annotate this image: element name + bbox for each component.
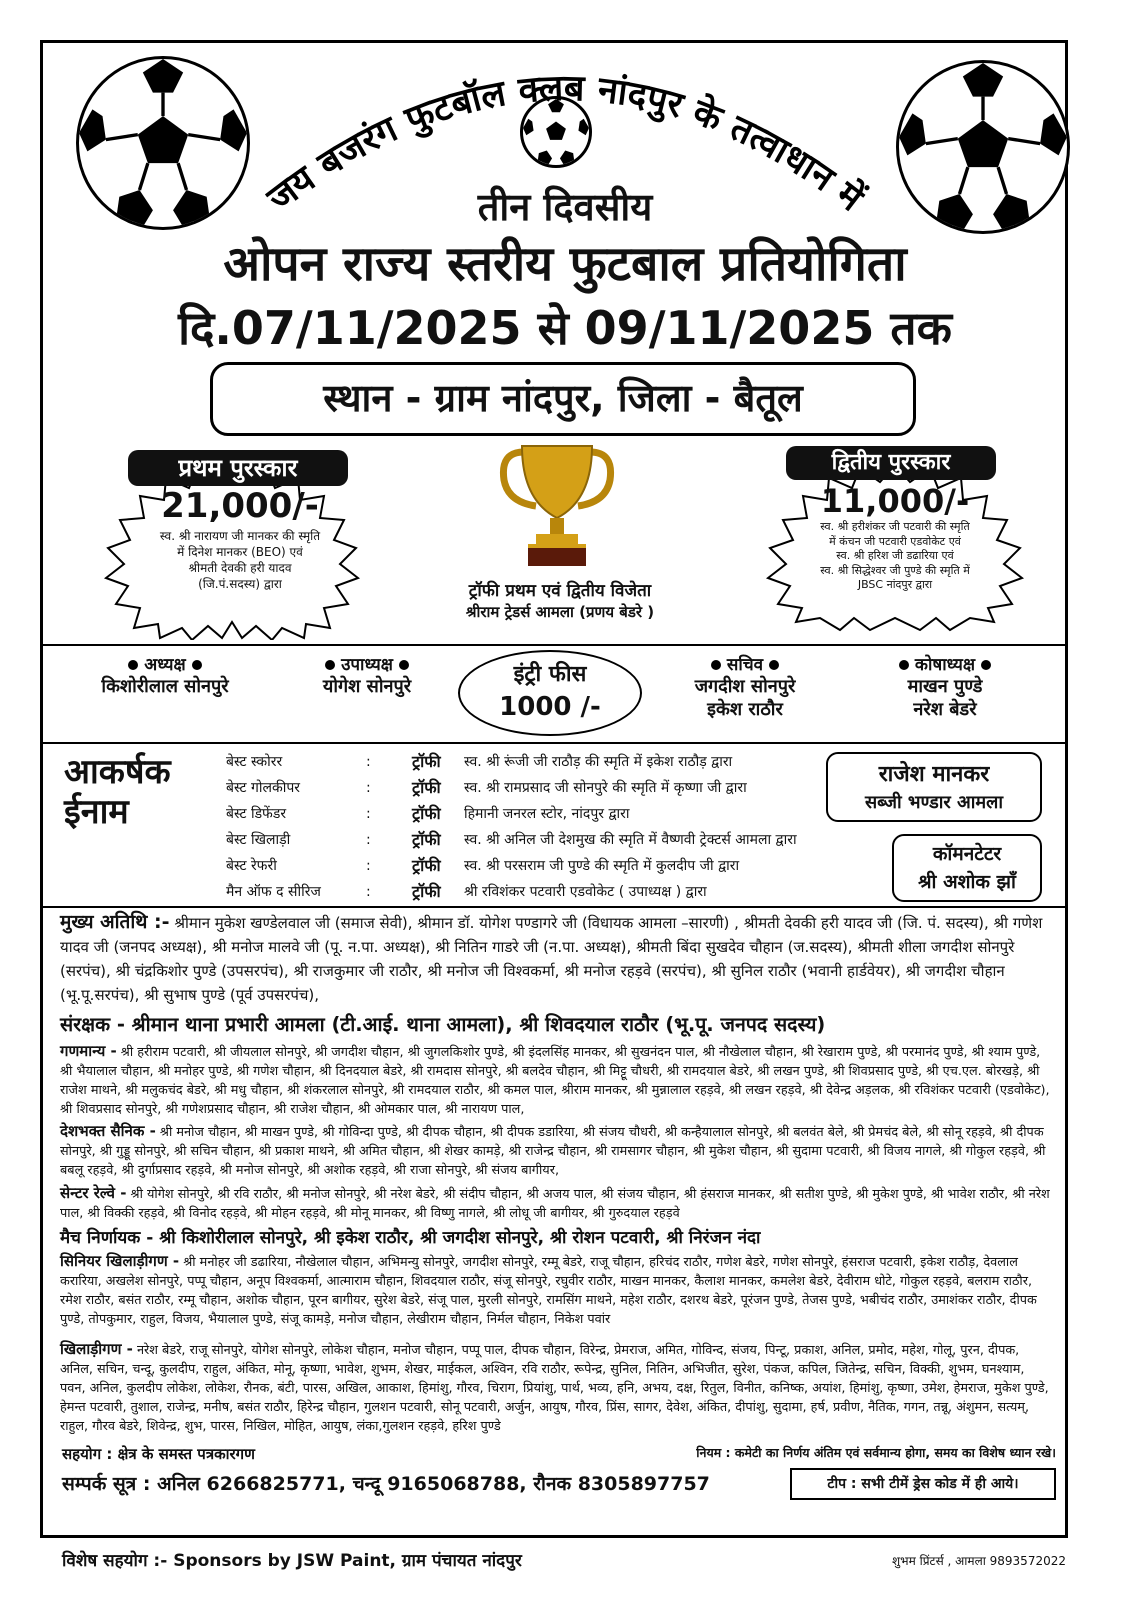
second-prize-note-line: JBSC नांदपुर द्वारा [857, 578, 933, 591]
official-treasurer [840, 652, 1050, 721]
central-railway [60, 1184, 1050, 1223]
award-colon: : [366, 832, 371, 848]
senior-players [60, 1252, 1050, 1329]
divider [43, 644, 1065, 646]
dignitaries-label: गणमान्य - [60, 1042, 117, 1060]
award-category: बेस्ट स्कोरर [226, 754, 283, 770]
first-prize-label: प्रथम पुरस्कार [128, 450, 348, 486]
award-colon: : [366, 754, 371, 770]
official-role: सचिव [726, 655, 764, 675]
venue-box [210, 362, 916, 436]
award-prize: ट्रॉफी [412, 752, 441, 771]
award-colon: : [366, 884, 371, 900]
divider [43, 742, 1065, 744]
second-prize-note-line: स्व. श्री सिद्धेश्वर जी पुण्डे की स्मृति में [820, 563, 970, 577]
official-role: कोषाध्यक्ष [914, 655, 976, 675]
official-role: उपाध्यक्ष [341, 655, 393, 675]
players [60, 1340, 1050, 1436]
award-category: बेस्ट डिफेंडर [226, 806, 287, 822]
award-prize: ट्रॉफी [412, 830, 441, 849]
event-dates: दि.07/11/2025 से 09/11/2025 तक [178, 301, 952, 355]
award-colon: : [366, 806, 371, 822]
trophy-caption: ट्रॉफी प्रथम एवं द्वितीय विजेता [468, 581, 652, 601]
award-colon: : [366, 858, 371, 874]
soldiers-label: देशभक्त सैनिक - [60, 1122, 156, 1140]
dignitaries-text: श्री हरीराम पटवारी, श्री जीयलाल सोनपुरे, श्री जगदीश चौहान, श्री जुगलकिशोर पुण्डे, श्री इंदलसिंह मानकर, श्री सुखनंदन पाल, श्री नौखेलाल चौहान, श्री रेखाराम पुण्डे, श्री परमानंद पुण्डे, श्री श्याम पुण्डे, श्री भैयालाल चौहान, श्री मनोहर पुण्डे, श्री गणेश चौहान, श्री दिनदयाल बेडरे, श्री रामदास सोनपुरे, श्री बलदेव चौहान, श्री मिट्टू चौधरी, श्री रामदयाल बेडरे, श्री लखन पुण्डे, श्री शिवप्रसाद पुण्डे, श्री एच.एल. बोरखड़े, श्री राजेश माथने, श्री मलुकचंद बेडरे, श्री मधु चौहान, श्री शंकरलाल सोनपुरे, श्री रामदयाल राठौर, श्री कमल पाल, श्रीराम मानकर, श्री मुन्नालाल रहड़वे, श्री लखन रहड़वे, श्री देवेन्द्र अड़लक, श्री रविशंकर पटवारी (एडवोकेट), श्री शिवप्रसाद सोनपुरे, श्री गणेशप्रसाद चौहान, श्री राजेश चौहान, श्री ओमकार पाल, श्री नारायण पाल, [60, 1045, 1050, 1117]
chief-guests-label: मुख्य अतिथि :- [60, 911, 170, 933]
award-by: स्व. श्री अनिल जी देशमुख की स्मृति में वैष्णवी ट्रेक्टर्स आमला द्वारा [464, 832, 797, 848]
award-by: स्व. श्री रामप्रसाद जी सोनपुरे की स्मृति में कृष्णा जी द्वारा [464, 780, 747, 796]
official-secretary [640, 652, 850, 721]
sponsor-box-line: सब्जी भण्डार आमला [864, 792, 1004, 813]
entry-fee-box [458, 650, 642, 736]
entry-fee-amount: 1000 /- [499, 692, 601, 722]
award-prize: ट्रॉफी [412, 778, 441, 797]
divider [43, 906, 1065, 908]
commentator-box-line: कॉमनटेटर [932, 843, 1002, 865]
official-president [60, 652, 270, 698]
second-prize-note-line: स्व. श्री हरीशंकर जी पटवारी की स्मृति [820, 520, 970, 533]
official-name: किशोरीलाल सोनपुरे [101, 676, 229, 697]
page-title: ओपन राज्य स्तरीय फुटबाल प्रतियोगिता [223, 236, 907, 292]
trophy-sponsor: श्रीराम ट्रेडर्स आमला (प्रणय बेडरे ) [465, 603, 655, 621]
award-prize: ट्रॉफी [412, 856, 441, 875]
central-railway-text: श्री योगेश सोनपुरे, श्री रवि राठौर, श्री मनोज सोनपुरे, श्री नरेश बेडरे, श्री संदीप चौहान, श्री अजय पाल, श्री संजय चौहान, श्री हंसराज मानकर, श्री सतीश पुण्डे, श्री मुकेश पुण्डे, श्री भावेश राठौर, श्री नरेश पाल, श्री विक्की रहड़वे, श्री विनोद रहड़वे, श्री मोहन रहड़वे, श्री मोनू मानकर, श्री विष्णु नागले, श्री लोधू जी बागीयर, श्री गुरुदयाल रहड़वे [60, 1187, 1050, 1221]
venue-text: स्थान - ग्राम नांदपुर, जिला - बैतूल [323, 376, 803, 420]
official-name: योगेश सोनपुरे [322, 676, 412, 697]
patron: संरक्षक - श्रीमान थाना प्रभारी आमला (टी.आई. थाना आमला), श्री शिवदयाल राठौर (भू.पू. जनपद सदस्य) [60, 1013, 826, 1036]
match-referees: मैच निर्णायक - श्री किशोरीलाल सोनपुरे, श्री इकेश राठौर, श्री जगदीश सोनपुरे, श्री रोशन पटवारी, श्री निरंजन नंदा [60, 1228, 761, 1248]
sponsor-box [826, 752, 1042, 822]
tip-box: टीप : सभी टीमें ड्रेस कोड में ही आये। [790, 1468, 1056, 1500]
contact-info: सम्पर्क सूत्र : अनिल 6266825771, चन्दू 9165068788, रौनक 8305897757 [62, 1473, 710, 1495]
award-prize: ट्रॉफी [412, 804, 441, 823]
official-name: माखन पुण्डे [907, 676, 983, 697]
second-prize-label: द्वितीय पुरस्कार [786, 446, 996, 480]
sponsor-box-line: राजेश मानकर [878, 762, 990, 787]
first-prize-amount: 21,000/- [161, 486, 319, 526]
svg-text:जय बजरंग फुटबॉल क्लब नांदपुर क: जय बजरंग फुटबॉल क्लब नांदपुर के तत्वाधान में [259, 67, 871, 220]
senior-players-label: सिनियर खिलाड़ीगण - [60, 1252, 180, 1270]
football-icon-right [896, 60, 1070, 234]
soldiers [60, 1122, 1050, 1180]
senior-players-text: श्री मनोहर जी डढारिया, नौखेलाल चौहान, अभिमन्यु सोनपुरे, जगदीश सोनपुरे, रम्मू बेडरे, राजू चौहान, हरिचंद राठौर, गणेश बेडरे, गणेश सोनपुरे, हंसराज पटवारी, इकेश राठौड़, देवलाल करारिया, अखलेश सोनपुरे, पप्पू चौहान, अनूप विश्वकर्मा, आत्माराम चौहान, शिवदयाल राठौर, संजू सोनपुरे, रघुवीर राठौर, माखन मानकर, कैलाश मानकर, कमलेश बेडरे, देवीराम धोटे, गोकुल रहड़वे, बलराम राठौर, रमेश राठौर, बसंत राठौर, रम्मू चौहान, अशोक चौहान, पूरन बागीयर, सुरेश बेडरे, संजू पाल, मुरली सोनपुरे, रामसिंग माथने, महेश राठौर, दशरथ बेडरे, पूरंजन पुण्डे, तेजस पुण्डे, भबीचंद राठौर, उमाशंकर राठौर, दीपक पुण्डे, तोपकुमार, राहुल, विजय, भैयालाल पुण्डे, संजू कामड़े, मनोज चौहान, लेखीराम चौहान, निर्मल चौहान, निकेश पवांर [60, 1255, 1037, 1327]
dignitaries [60, 1042, 1050, 1119]
award-prize: ट्रॉफी [412, 882, 441, 901]
official-role: अध्यक्ष [144, 655, 186, 675]
first-prize-note-line: श्रीमती देवकी हरी यादव [188, 561, 292, 575]
award-by: स्व. श्री रूंजी जी राठौड़ की स्मृति में इकेश राठौड़ द्वारा [464, 754, 733, 770]
second-prize-note [780, 520, 1010, 593]
chief-guests-text: श्रीमान मुकेश खण्डेलवाल जी (समाज सेवी), श्रीमान डॉ. योगेश पण्डागरे जी (विधायक आमला –सारणी) , श्रीमती देवकी हरी यादव जी (जि. पं. सदस्य), श्री गणेश यादव जी (जनपद अध्यक्ष), श्री मनोज मालवे जी (पू. न.पा. अध्यक्ष), श्री नितिन गाडरे जी (न.पा. अध्यक्ष), श्रीमती बिंदा सुखदेव चौहान (ज.सदस्य), श्रीमती शीला जगदीश सोनपुरे (सरपंच), श्री चंद्रकिशोर पुण्डे (उपसरपंच), श्री राजकुमार जी राठौर, श्री मनोज जी विश्वकर्मा, श्री मनोज रहड़वे (सरपंच), श्री सुनिल राठौर (भवानी हार्डवेयर), श्री जगदीश चौहान (भू.पू.सरपंच), श्री सुभाष पुण्डे (पूर्व उपसरपंच), [60, 914, 1043, 1004]
special-support: विशेष सहयोग :- Sponsors by JSW Paint, ग्राम पंचायत नांदपुर [62, 1551, 522, 1571]
award-category: बेस्ट खिलाड़ी [226, 832, 291, 848]
chief-guests [60, 910, 1050, 1007]
awards-heading-line: ईनाम [64, 792, 129, 832]
first-prize-note-line: स्व. श्री नारायण जी मानकर की स्मृति [159, 529, 321, 543]
awards-heading [64, 752, 171, 832]
second-prize-amount: 11,000/- [820, 482, 970, 520]
printer-credit: शुभम प्रिंटर्स , आमला 9893572022 [892, 1554, 1066, 1568]
official-vice-president [262, 652, 472, 698]
award-by: श्री रविशंकर पटवारी एडवोकेट ( उपाध्यक्ष ) द्वारा [464, 884, 707, 900]
award-category: बेस्ट रेफरी [226, 858, 277, 874]
award-by: हिमानी जनरल स्टोर, नांदपुर द्वारा [464, 806, 630, 822]
trophy-icon [496, 440, 618, 572]
players-label: खिलाड़ीगण - [60, 1340, 133, 1358]
award-category: मैन ऑफ द सीरिज [226, 884, 321, 900]
rules-note: नियम : कमेटी का निर्णय अंतिम एवं सर्वमान्य होगा, समय का विशेष ध्यान रखे। [696, 1445, 1056, 1460]
first-prize-note [132, 528, 348, 592]
players-text: नरेश बेडरे, राजू सोनपुरे, योगेश सोनपुरे, लोकेश चौहान, मनोज चौहान, पप्पू पाल, दीपक चौहान, विरेन्द्र, प्रेमराज, अमित, गोविन्द, संजय, पिन्टू, प्रकाश, अनिल, प्रमोद, महेश, गोलू, पुरन, दीपक, अनिल, सचिन, चन्दू, कुलदीप, राहुल, अंकित, मोनू, कृष्णा, भावेश, शुभम, शेखर, माईकल, अश्विन, रवि राठौर, रूपेन्द्र, सुनिल, नितिन, अभिजीत, सुरेश, पंकज, कपिल, जितेन्द्र, सचिन, विक्की, शुभम, घनश्याम, पवन, अनिल, कुलदीप लोकेश, लोकेश, रौनक, बंटी, पारस, अखिल, आकाश, हिमांशु, गौरव, चिराग, प्रियांशु, पार्थ, भव्य, हनि, अभय, दक्ष, रितुल, विनीत, कनिष्क, अयांश, हिमांशु, कृष्णा, उमेश, हेमराज, मुकेश पुण्डे, हेमन्त पटवारी, तुशाल, राजेन्द्र, मनीष, बसंत राठौर, हिरेन्द्र चौहान, गुलशन पटवारी, सोनू पटवारी, अर्जुन, आयुष, गौरव, प्रिंस, सागर, देवेश, अंकित, दीपांशु, सुदामा, हर्ष, प्रवीण, नैतिक, गगन, तन्नू, अंशुमन, सत्यम्, राहुल, गौरव बेडरे, शिवेन्द्र, शुभ, पारस, निखिल, मोहित, आयुष, लंका,गुलशन रहड़वे, हरिश पुण्डे [60, 1343, 1049, 1434]
commentator-box [892, 834, 1042, 902]
subtitle: तीन दिवसीय [477, 185, 653, 229]
soldiers-text: श्री मनोज चौहान, श्री माखन पुण्डे, श्री गोविन्दा पुण्डे, श्री दीपक चौहान, श्री दीपक डडारिया, श्री संजय चौधरी, श्री कन्हैयालाल सोनपुरे, श्री बलवंत बेले, श्री प्रेमचंद बेले, श्री सोनू रहड़वे, श्री दीपक सोनपुरे, श्री गुड्डू सोनपुरे, श्री सचिन चौहान, श्री प्रकाश माथने, श्री अमित चौहान, श्री शेखर कामड़े, श्री राजेन्द्र चौहान, श्री रामसागर चौहान, श्री मुकेश चौहान, श्री सुदामा पटवारी, श्री विजय नागले, श्री गोकुल रहड़वे, श्री बबलू रहड़वे, श्री दुर्गाप्रसाद रहड़वे, श्री मनोज सोनपुरे, श्री अशोक रहड़वे, श्री राजा सोनपुरे, श्री संजय बागीयर, [60, 1125, 1046, 1178]
commentator-box-line: श्री अशोक झाँ [918, 871, 1016, 893]
award-by: स्व. श्री परसराम जी पुण्डे की स्मृति में कुलदीप जी द्वारा [464, 858, 740, 874]
entry-fee-label: इंट्री फीस [513, 662, 587, 687]
second-prize-note-line: में कंचन जी पटवारी एडवोकेट एवं [829, 534, 961, 548]
official-name: जगदीश सोनपुरे [694, 676, 796, 697]
second-prize-note-line: स्व. श्री हरिश जी डढारिया एवं [836, 549, 954, 562]
award-colon: : [366, 780, 371, 796]
awards-heading-line: आकर्षक [64, 752, 171, 792]
central-railway-label: सेन्टर रेल्वे - [60, 1184, 127, 1202]
support-note: सहयोग : क्षेत्र के समस्त पत्रकारगण [62, 1445, 255, 1463]
award-category: बेस्ट गोलकीपर [226, 780, 301, 796]
first-prize-note-line: (जि.पं.सदस्य) द्वारा [198, 577, 282, 591]
official-name: नरेश बेडरे [913, 699, 977, 720]
official-name: इकेश राठौर [707, 699, 783, 720]
first-prize-note-line: में दिनेश मानकर (BEO) एवं [177, 545, 303, 559]
